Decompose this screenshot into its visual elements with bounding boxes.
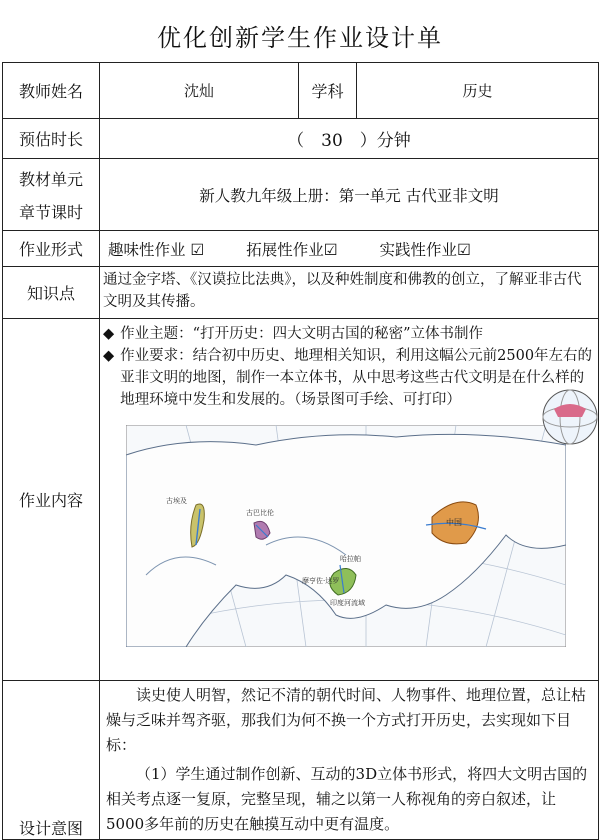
design-cell — [100, 681, 599, 840]
bullet-diamond-icon: ◆ — [103, 348, 115, 364]
map-label-babylon: 古巴比伦 — [246, 509, 274, 517]
bullet-diamond-icon: ◆ — [103, 326, 115, 342]
assignment-table — [2, 62, 599, 840]
map-label-egypt: 古埃及 — [166, 497, 187, 505]
globe-icon — [540, 387, 600, 447]
map-label-china: 中国 — [446, 518, 462, 527]
form-option-fun: 趣味性作业 ☑ — [108, 240, 205, 259]
content-label: 作业内容 — [3, 319, 100, 681]
subject-label: 学科 — [299, 63, 357, 119]
form-option-practice: 实践性作业☑ — [379, 240, 471, 259]
map-label-india: 印度河流域 — [330, 599, 365, 607]
unit-label-line1: 教材单元 — [18, 169, 83, 189]
ancient-civilizations-map — [126, 425, 566, 647]
form-options — [100, 231, 599, 267]
document-title: 优化创新学生作业设计单 — [157, 24, 443, 52]
time-label: 预估时长 — [3, 119, 100, 159]
unit-label-line2: 章节课时 — [18, 202, 83, 222]
map-illustration — [126, 425, 566, 647]
subject-value: 历史 — [357, 63, 599, 119]
design-paragraph-2: （1）学生通过制作创新、互动的3D立体书形式，将四大文明古国的相关考点逐一复原，完整呈现，辅之以第一人称视角的旁白叙述，让5000多年前的历史在触摸互动中更有温度。 — [106, 765, 588, 833]
content-bullet-requirement: ◆ 作业要求：结合初中历史、地理相关知识，利用这幅公元前2500年左右的亚非文明的地图，制作一本立体书，从中思考这些古代文明是在什么样的地理环境中发生和发展的。（场景图可手绘、可打印） — [103, 345, 595, 411]
time-value: （ 30 ）分钟 — [100, 119, 599, 159]
map-label-harappa: 哈拉帕 — [340, 555, 361, 563]
design-paragraph-1: 读史使人明智，然记不清的朝代时间、人物事件、地理位置，总让枯燥与乏味并驾齐驱，那我们为何不换一个方式打开历史，去实现如下目标： — [106, 686, 587, 754]
design-label: 设计意图 — [3, 681, 100, 840]
knowledge-value: 通过金字塔、《汉谟拉比法典》，以及种姓制度和佛教的创立，了解亚非古代文明及其传播。 — [100, 267, 599, 319]
content-cell — [100, 319, 599, 681]
unit-label — [3, 159, 100, 231]
teacher-label: 教师姓名 — [3, 63, 100, 119]
knowledge-label: 知识点 — [3, 267, 100, 319]
map-label-mohenjo: 摩亨佐·达罗 — [302, 577, 340, 585]
teacher-name: 沈灿 — [100, 63, 299, 119]
content-bullet-theme: ◆ 作业主题：“打开历史：四大文明古国的秘密”立体书制作 — [103, 323, 595, 345]
form-label: 作业形式 — [3, 231, 100, 267]
form-option-extend: 拓展性作业☑ — [246, 240, 338, 259]
unit-value: 新人教九年级上册：第一单元 古代亚非文明 — [100, 159, 599, 231]
